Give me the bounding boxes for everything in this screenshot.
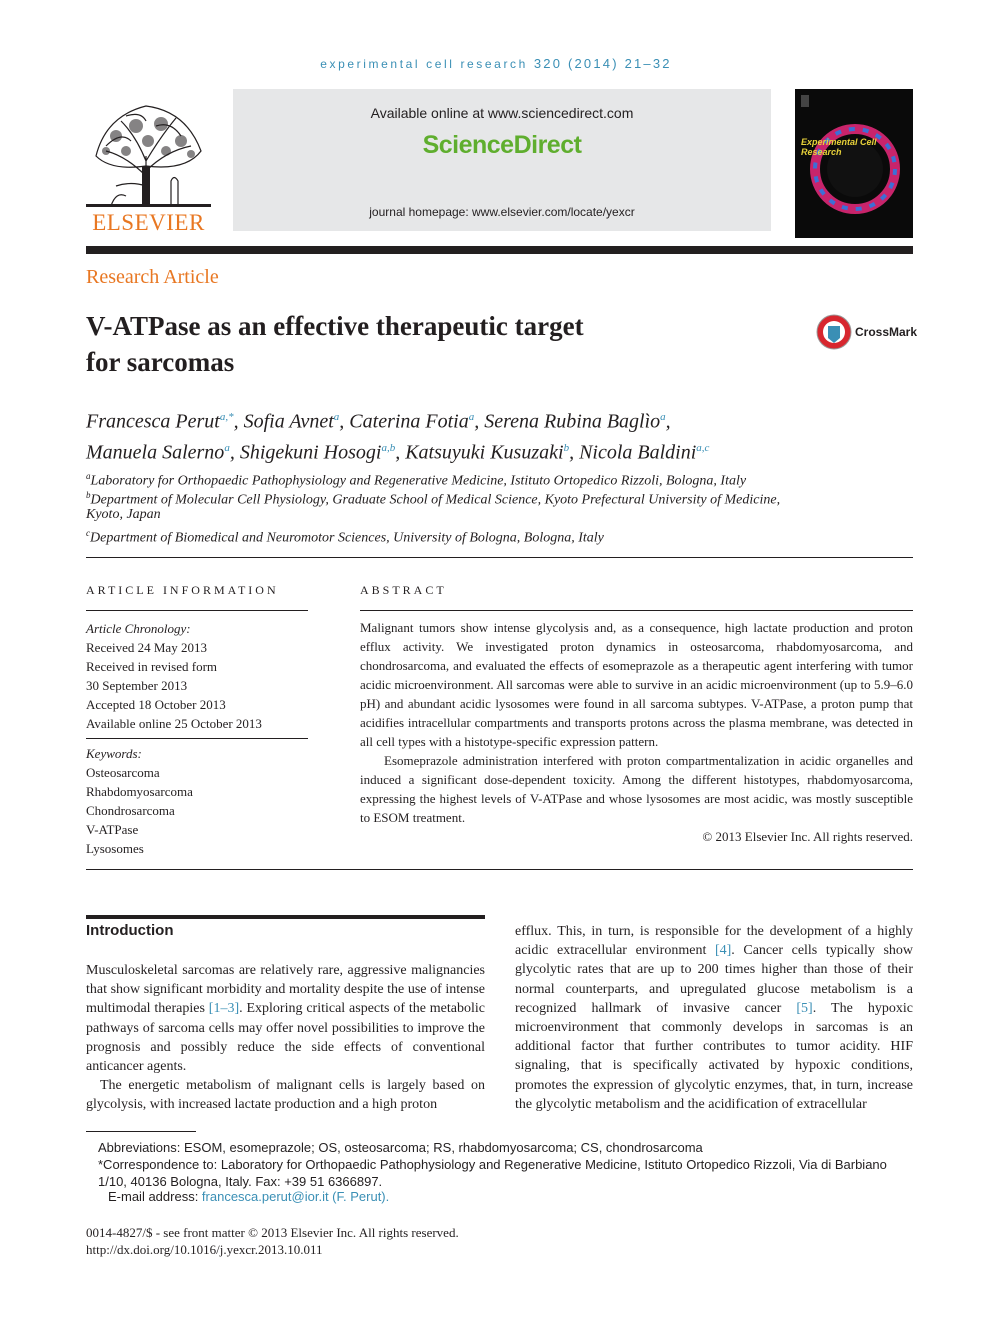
sep: , [339, 410, 345, 433]
intro-right-column [515, 922, 913, 1114]
text: . Exploring critical aspects of the metabolic pathways of sarcoma cells may offer novel possibilities to improve the prognosis and possibly reduce the side effects of conventional anticancer agents. [86, 1001, 485, 1075]
abstract-paragraph: Esomeprazole administration interfered with proton compartmentalization in acidic organelles and induced a significant dose-dependent toxicity. Among the different histotypes, rhabdomyosarcoma, expressing the highest levels of V-ATPase and whose lysosomes are most acidic, was mostly susceptible to ESOM treatment. [360, 753, 913, 825]
affil-sup: a [86, 471, 91, 481]
author-name: Nicola Baldini [579, 441, 697, 464]
accepted-date: Accepted 18 October 2013 [86, 697, 226, 712]
correspondence-footnote: *Correspondence to: Laboratory for Orthopaedic Pathophysiology and Regenerative Medicine, Istituto Ortopedico Rizzoli, Via di Barbiano 1/10, 40136 Bologna, Italy. Fax: +39 51 6366897. [98, 1157, 887, 1189]
corresponding-star[interactable]: * [228, 411, 234, 423]
affiliation-b-cont: Kyoto, Japan [86, 507, 161, 522]
author-name: Caterina Fotia [349, 410, 469, 433]
citation-link[interactable]: [5] [796, 1000, 813, 1016]
intro-heading: Introduction [86, 922, 174, 939]
author-affil-sup[interactable]: a, [219, 411, 229, 423]
author-list [86, 404, 906, 465]
author-name: Katsuyuki Kusuzaki [405, 441, 564, 464]
title-line-1: V-ATPase as an effective therapeutic target [86, 311, 584, 341]
author-name: Manuela Salerno [86, 441, 225, 464]
affil-sup: c [86, 528, 90, 538]
email-label: E-mail address: [108, 1189, 202, 1204]
abstract-bottom-rule [86, 869, 913, 870]
sep: , [233, 410, 239, 433]
issn-line: 0014-4827/$ - see front matter © 2013 Elsevier Inc. All rights reserved. [86, 1225, 459, 1240]
sep: , [665, 410, 671, 433]
intro-paragraph [515, 922, 913, 1114]
journal-cover [795, 89, 913, 238]
received-date: Received 24 May 2013 [86, 640, 207, 655]
header-rule [86, 246, 913, 254]
author-name: Shigekuni Hosogi [239, 441, 382, 464]
sep: , [229, 441, 235, 464]
text: Musculoskeletal sarcomas are relatively rare, aggressive malignancies that show significant morbidity and mortality despite the use of intense multimodal therapies [86, 963, 485, 1017]
citation-link[interactable]: [4] [714, 943, 732, 959]
sciencedirect-banner [233, 89, 771, 231]
affil-text: Laboratory for Orthopaedic Pathophysiology and Regenerative Medicine, Istituto Ortopedico Rizzoli, Bologna, Italy [90, 473, 747, 489]
abstract-heading: ABSTRACT [360, 583, 447, 597]
author-affil-sup[interactable]: b [563, 441, 570, 454]
doi-link[interactable]: http://dx.doi.org/10.1016/j.yexcr.2013.10.011 [86, 1242, 323, 1257]
abstract-body [360, 618, 913, 827]
revised-label: Received in revised form [86, 659, 218, 674]
affil-sup: b [86, 490, 91, 500]
article-chronology [86, 619, 308, 733]
author-affil-sup[interactable]: a [468, 411, 475, 423]
author-line-1 [86, 404, 906, 435]
author-affil-sup[interactable]: a [660, 411, 666, 423]
cover-ring-image [795, 89, 913, 238]
author-affil-sup[interactable]: a,b [381, 441, 396, 454]
affiliation-c [86, 524, 906, 548]
journal-volume: 320 (2014) 21–32 [533, 56, 672, 71]
email-footnote [86, 1188, 913, 1205]
article-title [86, 308, 726, 380]
email-link[interactable]: francesca.perut@ior.it (F. Perut). [201, 1189, 390, 1204]
sep: , [569, 441, 575, 464]
revised-date: 30 September 2013 [86, 678, 188, 693]
author-name: Sofia Avnet [243, 410, 334, 433]
journal-homepage: journal homepage: www.elsevier.com/locate/yexcr [369, 205, 635, 219]
cover-title: Experimental Cell Research [801, 137, 877, 157]
text: efflux. This, in turn, is responsible for the development of a highly acidic extracellular environment [515, 924, 913, 959]
abstract-rule [360, 610, 913, 611]
intro-paragraph [86, 961, 485, 1076]
keyword: Chondrosarcoma [86, 803, 175, 818]
publisher-name: ELSEVIER [92, 210, 205, 235]
crossmark-label[interactable]: CrossMark [855, 325, 918, 339]
abstract-copyright: © 2013 Elsevier Inc. All rights reserved. [702, 829, 913, 844]
text: . The hypoxic microenvironment that commonly develops in sarcomas is an additional factor that further contributes to tumor acidity. HIF signaling, that is specifically activated by hypoxic conditions, promotes the expression of glycolytic enzymes, that, in turn, increase the glycolytic metabolism and the acidification of extracellular [515, 1000, 913, 1112]
author-affil-sup[interactable]: a [224, 441, 230, 454]
abbreviations-footnote: Abbreviations: ESOM, esomeprazole; OS, osteosarcoma; RS, rhabdomyosarcoma; CS, chondrosarcoma [98, 1140, 703, 1155]
text: . Cancer cells typically show glycolytic rates that are up to 200 times higher than those of their normal counterparts, and upregulated glucose metabolism is a recognized hallmark of invasive cancer [515, 943, 914, 1016]
sep: , [474, 410, 480, 433]
footnote-rule [86, 1131, 196, 1132]
title-line-2: for sarcomas [86, 347, 235, 377]
available-online: Available online at www.sciencedirect.com [370, 105, 634, 121]
keyword: Rhabdomyosarcoma [86, 784, 193, 799]
online-date: Available online 25 October 2013 [86, 716, 262, 731]
info-rule-2 [86, 738, 308, 739]
keywords [86, 744, 308, 858]
affil-text: Department of Molecular Cell Physiology, Graduate School of Medical Science, Kyoto Prefectural University of Medicine, [90, 492, 781, 508]
affil-rule [86, 557, 913, 558]
chronology-label: Article Chronology: [86, 621, 191, 636]
sciencedirect-brand: ScienceDirect [422, 131, 582, 159]
author-line-2 [86, 435, 906, 466]
author-affil-sup[interactable]: a [333, 411, 340, 423]
affil-text: Department of Biomedical and Neuromotor Sciences, University of Bologna, Bologna, Italy [90, 530, 604, 546]
journal-name: experimental cell research [320, 57, 528, 71]
intro-rule [86, 915, 485, 919]
author-name: Francesca Perut [86, 410, 220, 433]
author-affil-sup[interactable]: a,c [696, 441, 710, 454]
info-rule [86, 610, 308, 611]
citation-link[interactable]: [1–3] [208, 1001, 240, 1017]
intro-paragraph: The energetic metabolism of malignant cells is largely based on glycolysis, with increased lactate production and a high proton [86, 1078, 485, 1113]
keyword: V-ATPase [86, 822, 139, 837]
journal-citation [0, 56, 992, 71]
sep: , [395, 441, 401, 464]
article-info-heading: ARTICLE INFORMATION [86, 583, 279, 597]
keywords-label: Keywords: [86, 746, 142, 761]
abstract-paragraph: Malignant tumors show intense glycolysis and, as a consequence, high lactate production and proton efflux activity. We investigated proton dynamics in osteosarcoma, rhabdomyosarcoma, and chondrosarcoma, and evaluated the effects of esomeprazole as a therapeutic agent interfering with tumor acidic microenvironment. All sarcomas were able to survive in an acidic microenvironment (up to 5.9–6.0 pH) and abundant acidic lysosomes were found in all sarcoma subtypes. V-ATPase, a proton pump that acidifies intracellular compartments and transports protons across the plasma membrane, was detected in all cell types with a histotype-specific expression pattern. [360, 620, 913, 749]
article-type: Research Article [86, 266, 219, 288]
keyword: Osteosarcoma [86, 765, 160, 780]
intro-left-column [86, 961, 485, 1115]
crossmark-icon[interactable] [815, 313, 853, 351]
author-name: Serena Rubina Baglìo [484, 410, 661, 433]
keyword: Lysosomes [86, 841, 144, 856]
